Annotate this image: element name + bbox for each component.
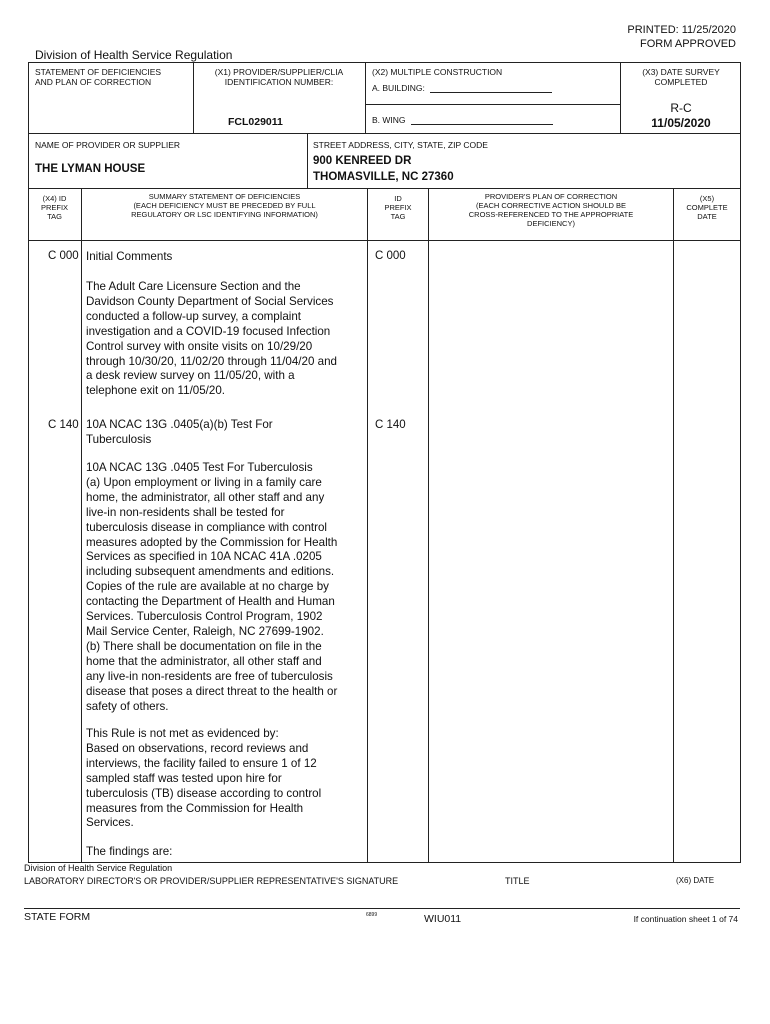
col-id-header: ID PREFIX TAG bbox=[384, 194, 412, 221]
address-label: STREET ADDRESS, CITY, STATE, ZIP CODE bbox=[313, 140, 488, 150]
col-summary-header: SUMMARY STATEMENT OF DEFICIENCIES (EACH DEFICIENCY MUST BE PRECEDED BY FULL REGULATORY OR LSC IDENTIFYING INFORMATION) bbox=[131, 192, 318, 219]
wing-field bbox=[372, 115, 553, 125]
wing-line bbox=[411, 124, 553, 125]
state-form-label: STATE FORM bbox=[24, 911, 91, 923]
continuation-sheet: If continuation sheet 1 of 74 bbox=[633, 914, 738, 924]
entry-c140-tag: C 140 bbox=[48, 419, 79, 431]
signature-label: LABORATORY DIRECTOR'S OR PROVIDER/SUPPLIER REPRESENTATIVE'S SIGNATURE bbox=[24, 876, 399, 886]
building-field bbox=[372, 83, 552, 93]
x1-label: (X1) PROVIDER/SUPPLIER/CLIA IDENTIFICATION NUMBER: bbox=[214, 67, 344, 87]
x2-label: (X2) MULTIPLE CONSTRUCTION bbox=[372, 67, 503, 77]
agency-header: Division of Health Service Regulation bbox=[35, 48, 233, 62]
wing-label: B. WING bbox=[372, 115, 406, 125]
form-approved: FORM APPROVED bbox=[640, 38, 736, 50]
printed-date: PRINTED: 11/25/2020 bbox=[627, 24, 736, 36]
col-plan-header: PROVIDER'S PLAN OF CORRECTION (EACH CORRECTIVE ACTION SHOULD BE CROSS-REFERENCED TO THE APPROPRIATE DEFICIENCY) bbox=[468, 192, 634, 228]
entry-c000-title: Initial Comments bbox=[86, 250, 173, 263]
building-line bbox=[430, 92, 552, 93]
x6-date-label: (X6) DATE bbox=[676, 876, 715, 885]
entry-c140-body2: This Rule is not met as evidenced by: Based on observations, record reviews and interviews, the facility failed to ensure 1 of 12 sampled staff was tested upon hire for tuberculosis (TB) disease according to control measures from the Commission for Health Services. bbox=[86, 727, 322, 830]
provider-name-label: NAME OF PROVIDER OR SUPPLIER bbox=[35, 140, 180, 150]
provider-name: THE LYMAN HOUSE bbox=[35, 163, 146, 175]
entry-c140-title: 10A NCAC 13G .0405(a)(b) Test For Tuberculosis bbox=[86, 418, 273, 446]
x1-value: FCL029011 bbox=[228, 116, 283, 128]
entry-c140-body3: The findings are: bbox=[86, 845, 173, 858]
x3-code: R-C bbox=[670, 101, 692, 115]
street-address: 900 KENREED DR bbox=[313, 155, 412, 167]
entry-c000-body: The Adult Care Licensure Section and the Davidson County Department of Social Services conducted a follow-up survey, a complaint investigation and a COVID-19 focused Infection Control survey with onsite visits on 10/29/20 through 10/30/20, 11/02/20 through 11/04/20 and a desk review survey on 11/05/20, with a telephone exit on 11/05/20. bbox=[86, 280, 337, 398]
building-label: A. BUILDING: bbox=[372, 83, 425, 93]
statement-label: STATEMENT OF DEFICIENCIES AND PLAN OF CORRECTION bbox=[35, 67, 162, 87]
entry-c000-id-tag: C 000 bbox=[375, 250, 406, 262]
x3-label: (X3) DATE SURVEY COMPLETED bbox=[642, 67, 720, 87]
col-x5-header: (X5) COMPLETE DATE bbox=[686, 194, 728, 221]
city-state-zip: THOMASVILLE, NC 27360 bbox=[313, 171, 454, 183]
title-label: TITLE bbox=[505, 876, 530, 886]
footer-agency: Division of Health Service Regulation bbox=[24, 863, 173, 873]
entry-c140-id-tag: C 140 bbox=[375, 419, 406, 431]
entry-c000-tag: C 000 bbox=[48, 250, 79, 262]
event-id: WIU011 bbox=[424, 913, 462, 925]
x3-date: 11/05/2020 bbox=[651, 116, 711, 130]
entry-c140-body: 10A NCAC 13G .0405 Test For Tuberculosis (a) Upon employment or living in a family care home, the administrator, all other staff and any live-in non-residents shall be tested for tuberculosis disease in compliance with control measures adopted by the Commission for Health Services as specified in 10A NCAC 41A .0205 including subsequent amendments and editions. Copies of the rule are available at no charge by contacting the Department of Health and Human Services. Tuberculosis Control Program, 1902 Mail Service Center, Raleigh, NC 27699-1902. (b) There shall be documentation on file in the home that the administrator, all other staff and any live-in non-residents are free of tuberculosis disease that poses a direct threat to the health or safety of others. bbox=[86, 461, 338, 713]
col-x4-header: (X4) ID PREFIX TAG bbox=[40, 194, 69, 221]
form-number: 6899 bbox=[366, 912, 378, 918]
